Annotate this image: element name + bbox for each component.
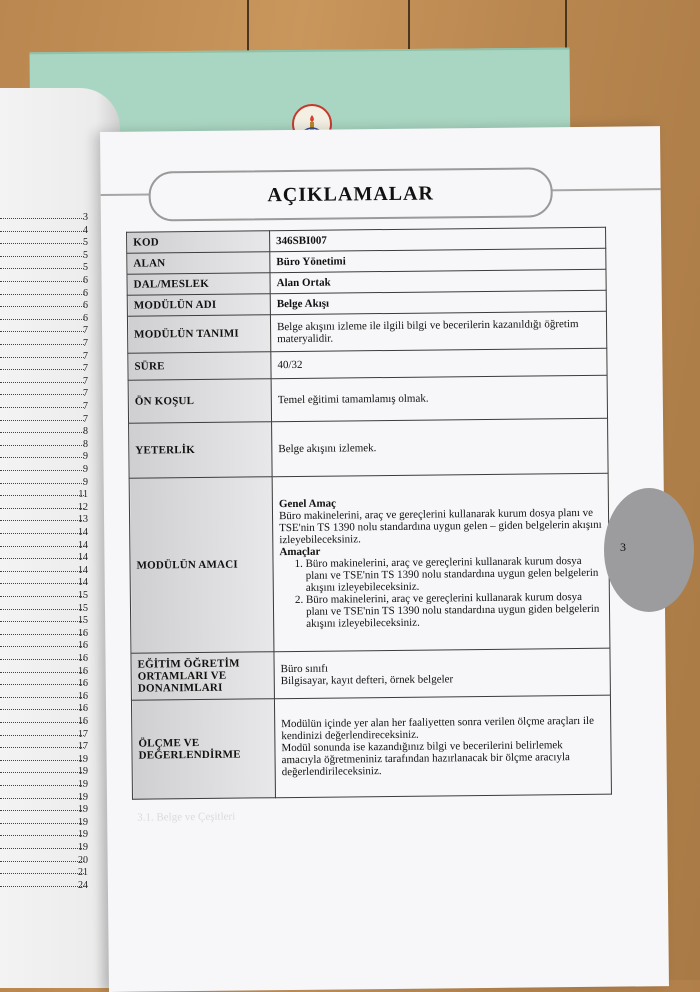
toc-page-number: 16: [78, 703, 88, 715]
row-key: ALAN: [127, 252, 270, 274]
table-row: [129, 418, 609, 478]
toc-page-number: 7: [83, 388, 88, 400]
toc-page-number: 5: [83, 237, 88, 249]
toc-page-number: 9: [83, 476, 88, 488]
toc-page-number: 14: [78, 539, 88, 551]
toc-page-number: 16: [78, 665, 88, 677]
right-page: [100, 126, 669, 992]
toc-page-number: 11: [78, 489, 88, 501]
bleed-through-text: 3.1. Belge ve Çeşitleri: [137, 810, 236, 824]
heading-rule-left: [101, 193, 151, 196]
toc-page-number: 19: [78, 804, 88, 816]
aims-list: [279, 555, 603, 630]
toc-page-number: 7: [83, 401, 88, 412]
table-row: [129, 473, 610, 653]
toc-page-number: 6: [83, 287, 88, 299]
row-key: MODÜLÜN ADI: [127, 294, 270, 316]
row-value: Alan Ortak: [270, 269, 606, 294]
heading-rule-right: [547, 188, 661, 191]
row-value: Büro Yönetimi: [270, 248, 606, 273]
toc-page-number: 5: [83, 249, 88, 261]
row-key: EĞİTİM ÖĞRETİM ORTAMLARI VE DONANIMLARI: [131, 652, 274, 700]
toc-page-number: 7: [83, 363, 88, 375]
row-key: SÜRE: [128, 352, 271, 380]
general-aim-text: Büro makinelerini, araç ve gereçlerini kullanarak kurum dosya planı ve TSE'nin TS 1390 nolu standardına uygun gelen – giden belgelerin akışını izleyebileceksiniz.: [278, 506, 602, 547]
toc-page-number: 16: [78, 653, 88, 664]
row-key: ÖLÇME VE DEĞERLENDİRME: [131, 699, 275, 799]
page-title: AÇIKLAMALAR: [267, 182, 435, 206]
page-number-tab: [604, 488, 694, 612]
toc-page-number: 16: [78, 640, 88, 652]
toc-page-number: 14: [78, 564, 88, 576]
toc-page-number: 17: [78, 741, 88, 753]
row-value: Belge akışını izleme ile ilgili bilgi ve becerilerin kazanıldığı öğretim materyalidir.: [270, 311, 606, 352]
table-row: [131, 695, 611, 799]
toc-page-number: 9: [83, 451, 88, 463]
toc-page-number: 19: [78, 791, 88, 803]
purpose-cell: [272, 473, 610, 652]
environment-line: Büro sınıfı: [280, 662, 329, 676]
assessment-cell: [274, 695, 611, 798]
table-row: [128, 375, 607, 423]
toc-page-number: 7: [83, 338, 88, 349]
list-item: 1. Büro makinelerini, araç ve gereçlerini kullanarak kurum dosya planı ve TSE'nin TS 1390 nolu standardına uygun gelen belgelerin akışını izleyebileceksiniz.: [305, 555, 602, 594]
toc-page-number: 16: [78, 678, 88, 690]
row-value: Temel eğitimi tamamlamış olmak.: [271, 375, 607, 422]
page-number: 3: [620, 540, 626, 554]
aims-heading: Amaçlar: [279, 545, 321, 559]
toc-page-number: 15: [78, 602, 88, 614]
toc-page-number: 15: [78, 615, 88, 627]
row-value: Belge akışını izlemek.: [272, 418, 609, 477]
toc-page-number: 14: [78, 577, 88, 589]
row-key: YETERLİK: [129, 422, 273, 478]
toc-page-number: 19: [78, 753, 88, 765]
toc-page-number: 21: [78, 867, 88, 879]
toc-page-number: 5: [83, 262, 88, 274]
environment-line: Bilgisayar, kayıt defteri, örnek belgeler: [280, 673, 454, 688]
toc-page-number: 19: [78, 779, 88, 790]
toc-page-number: 6: [83, 312, 88, 324]
table-row: [127, 311, 606, 353]
toc-page-number: 7: [83, 325, 88, 337]
toc-page-number: 20: [78, 854, 88, 866]
toc-page-number: 13: [78, 514, 88, 526]
row-key: ÖN KOŞUL: [128, 379, 271, 423]
toc-page-number: 16: [78, 627, 88, 639]
toc-page-number: 7: [83, 350, 88, 362]
toc-page-number: 6: [83, 300, 88, 312]
toc-page-number: 17: [78, 728, 88, 740]
list-item: 2. Büro makinelerini, araç ve gereçlerini kullanarak kurum dosya planı ve TSE'nin TS 1390 nolu standardına uygun giden belgelerin akışını izleyebileceksiniz.: [306, 591, 603, 630]
row-key: KOD: [127, 231, 270, 253]
toc-page-number: 8: [83, 438, 88, 450]
toc-page-number: 7: [83, 375, 88, 387]
toc-page-number: 19: [78, 829, 88, 841]
row-key: DAL/MESLEK: [127, 273, 270, 295]
toc-page-number: 16: [78, 690, 88, 702]
toc-page-number: 19: [78, 816, 88, 828]
assessment-text: Modül sonunda ise kazandığınız bilgi ve becerilerini belirlemek amacıyla öğretmeniniz tarafından hazırlanacak bir ölçme aracıyla değerlendirileceksiniz.: [281, 739, 570, 779]
toc-page-number: 4: [83, 224, 88, 236]
table-row: [131, 648, 610, 700]
toc-page-number: 12: [78, 501, 88, 513]
heading-box: [148, 167, 553, 221]
toc-page-number: 8: [83, 426, 88, 438]
toc-page-number: 14: [78, 552, 88, 564]
environment-cell: [274, 648, 610, 699]
toc-page-number: 14: [78, 527, 88, 538]
row-value: 40/32: [271, 348, 607, 379]
toc-page-number: 9: [83, 464, 88, 475]
toc-page-number: 3: [83, 212, 88, 223]
description-table: [126, 227, 612, 800]
assessment-text: Modülün içinde yer alan her faaliyetten sonra verilen ölçme araçları ile kendinizi değerlendireceksiniz.: [281, 714, 595, 743]
toc-page-number: 24: [78, 879, 88, 891]
toc-page-number: 7: [83, 413, 88, 425]
general-aim-heading: Genel Amaç: [278, 497, 337, 511]
row-key: MODÜLÜN AMACI: [129, 477, 274, 653]
toc-page-number: 6: [83, 275, 88, 286]
row-key: MODÜLÜN TANIMI: [127, 315, 270, 353]
toc-page-number: 19: [78, 766, 88, 778]
row-value: 346SBI007: [270, 227, 606, 252]
toc-page-number: 16: [78, 716, 88, 727]
toc-page-number: 15: [78, 590, 88, 601]
toc-page-number: 19: [78, 842, 88, 853]
row-value: Belge Akışı: [270, 290, 606, 315]
